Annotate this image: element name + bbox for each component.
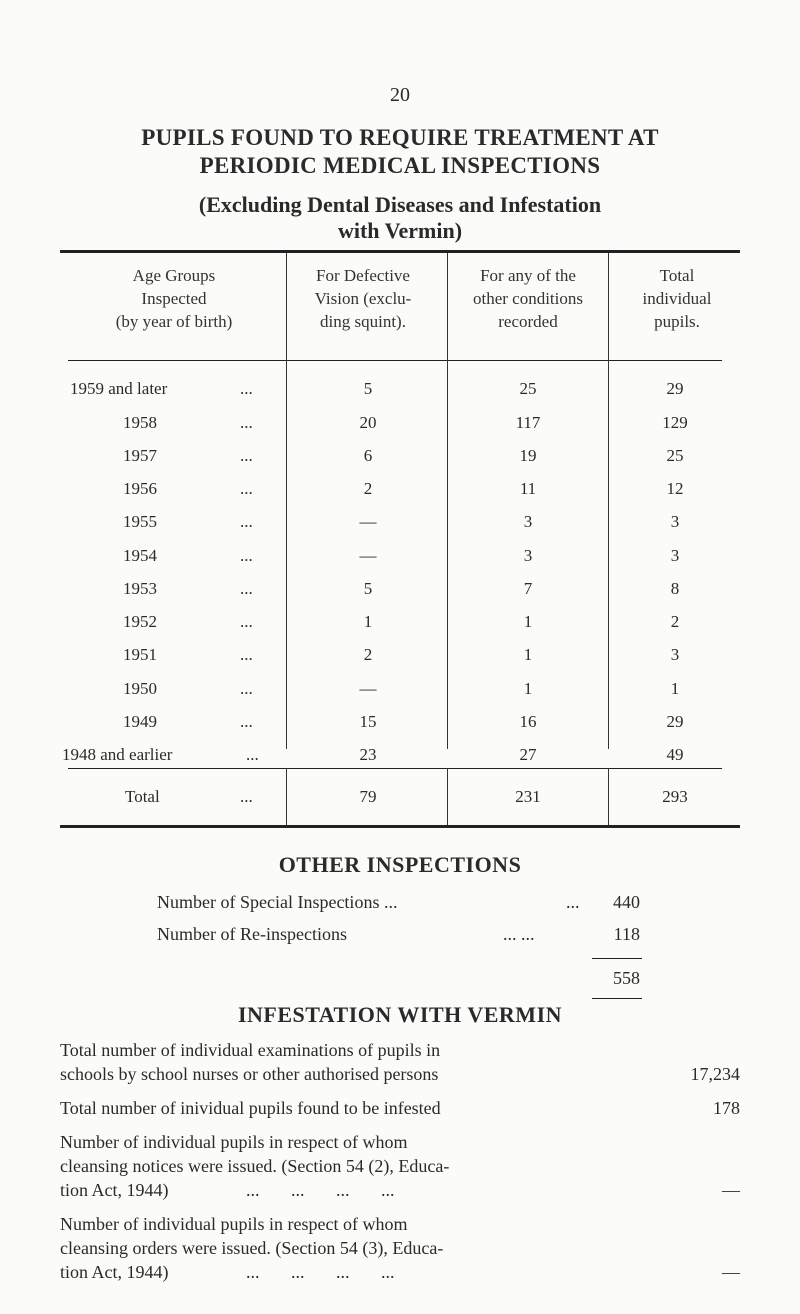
age-group-cell: 1951 <box>123 645 157 664</box>
table-top-rule <box>60 250 740 253</box>
vision-cell: 2 <box>363 645 373 664</box>
vision-cell: 6 <box>363 446 373 465</box>
total-top-rule <box>68 768 722 769</box>
sum-bottom-rule <box>592 998 642 999</box>
reinspections-label: Number of Re-inspections <box>157 924 347 944</box>
sum-top-rule <box>592 958 642 959</box>
other-inspections-title: OTHER INSPECTIONS <box>278 852 522 877</box>
age-group-cell: 1958 <box>123 413 157 432</box>
leader-dots: ... ... ... ... <box>246 1262 395 1282</box>
page-title-line-1: PUPILS FOUND TO REQUIRE TREATMENT AT <box>141 125 659 150</box>
leader-dots: ... <box>240 413 253 432</box>
vision-cell: — <box>359 679 377 698</box>
column-divider-1-total <box>286 768 287 826</box>
header-total-pupils: Total individual pupils. <box>642 266 712 331</box>
total-cell: 1 <box>670 679 680 698</box>
infestation-item-examinations: Total number of individual examinations of pupils in schools by school nurses or other authorised persons <box>60 1040 441 1084</box>
column-divider-2 <box>447 253 448 749</box>
page-number: 20 <box>390 84 410 106</box>
leader-dots: ... <box>240 479 253 498</box>
age-group-cell: 1954 <box>123 546 157 565</box>
leader-dots: ... <box>240 379 253 398</box>
total-cell: 8 <box>670 579 680 598</box>
other-cell: 27 <box>519 745 537 764</box>
leader-dots: ... <box>240 546 253 565</box>
other-cell: 3 <box>523 512 533 531</box>
cleansing-notices-value: — <box>722 1180 740 1200</box>
infestation-item-cleansing-notices: Number of individual pupils in respect of whom cleansing notices were issued. (Section 54 (2), Educa- tion Act, 1944) <box>60 1132 450 1200</box>
leader-dots: ... <box>240 512 253 531</box>
header-bottom-rule <box>68 360 722 361</box>
infested-value: 178 <box>713 1098 740 1118</box>
column-divider-1 <box>286 253 287 749</box>
age-group-cell: 1950 <box>123 679 157 698</box>
total-cell: 29 <box>666 379 684 398</box>
other-cell: 7 <box>523 579 533 598</box>
infestation-item-cleansing-orders: Number of individual pupils in respect of whom cleansing orders were issued. (Section 54 (3), Educa- tion Act, 1944) <box>60 1214 444 1282</box>
page-title-line-2: PERIODIC MEDICAL INSPECTIONS <box>199 153 601 178</box>
total-other-cell: 231 <box>515 787 541 806</box>
leader-dots: ... <box>240 679 253 698</box>
age-group-cell: 1959 and later <box>70 379 168 398</box>
age-group-cell: 1952 <box>123 612 157 631</box>
other-cell: 25 <box>519 379 537 398</box>
header-defective-vision: For Defective Vision (exclu- ding squint). <box>314 266 412 331</box>
total-cell: 49 <box>666 745 684 764</box>
vision-cell: 20 <box>359 413 377 432</box>
vision-cell: — <box>359 546 377 565</box>
leader-dots: ... <box>240 446 253 465</box>
leader-dots: ... ... ... ... <box>246 1180 395 1200</box>
column-divider-3-total <box>608 768 609 826</box>
total-vision-cell: 79 <box>359 787 377 806</box>
total-cell: 29 <box>666 712 684 731</box>
age-group-cell: 1955 <box>123 512 157 531</box>
table-bottom-rule <box>60 825 740 828</box>
total-cell: 3 <box>670 546 680 565</box>
special-inspections-label: Number of Special Inspections ... <box>157 892 398 912</box>
leader-dots: ... <box>240 612 253 631</box>
vision-cell: 5 <box>363 379 373 398</box>
vision-cell: — <box>359 512 377 531</box>
inspections-sum: 558 <box>613 968 640 988</box>
other-cell: 117 <box>515 413 541 432</box>
header-age-groups: Age Groups Inspected (by year of birth) <box>115 266 233 331</box>
other-cell: 16 <box>519 712 537 731</box>
leader-dots: ... <box>566 892 580 912</box>
column-divider-2-total <box>447 768 448 826</box>
age-group-cell: 1956 <box>123 479 157 498</box>
leader-dots: ... ... <box>503 924 535 944</box>
vision-cell: 1 <box>363 612 373 631</box>
total-cell: 12 <box>666 479 684 498</box>
vision-cell: 23 <box>359 745 377 764</box>
total-label: Total <box>125 787 160 806</box>
leader-dots: ... <box>240 645 253 664</box>
total-cell: 3 <box>670 512 680 531</box>
other-cell: 1 <box>523 612 533 631</box>
other-cell: 1 <box>523 679 533 698</box>
vision-cell: 5 <box>363 579 373 598</box>
leader-dots: ... <box>240 712 253 731</box>
age-group-cell: 1948 and earlier <box>62 745 173 764</box>
special-inspections-value: 440 <box>613 892 640 912</box>
column-divider-3 <box>608 253 609 749</box>
page-subtitle-line-1: (Excluding Dental Diseases and Infestation <box>198 192 602 217</box>
total-cell: 25 <box>666 446 684 465</box>
age-group-cell: 1957 <box>123 446 157 465</box>
reinspections-value: 118 <box>613 924 640 944</box>
other-cell: 11 <box>519 479 537 498</box>
page-subtitle-line-2: with Vermin) <box>337 218 463 243</box>
other-cell: 3 <box>523 546 533 565</box>
total-cell: 129 <box>662 413 688 432</box>
age-group-cell: 1949 <box>123 712 157 731</box>
header-other-conditions: For any of the other conditions recorded <box>472 266 583 331</box>
other-cell: 1 <box>523 645 533 664</box>
vision-cell: 15 <box>359 712 377 731</box>
examinations-value: 17,234 <box>690 1064 740 1084</box>
vision-cell: 2 <box>363 479 373 498</box>
leader-dots: ... <box>246 745 259 764</box>
total-total-cell: 293 <box>662 787 688 806</box>
infestation-title: INFESTATION WITH VERMIN <box>237 1002 563 1027</box>
leader-dots: ... <box>240 579 253 598</box>
cleansing-orders-value: — <box>722 1262 740 1282</box>
other-cell: 19 <box>519 446 537 465</box>
total-cell: 3 <box>670 645 680 664</box>
age-group-cell: 1953 <box>123 579 157 598</box>
total-cell: 2 <box>670 612 680 631</box>
leader-dots: ... <box>240 787 253 806</box>
infestation-item-infested: Total number of inividual pupils found to be infested <box>60 1098 441 1118</box>
